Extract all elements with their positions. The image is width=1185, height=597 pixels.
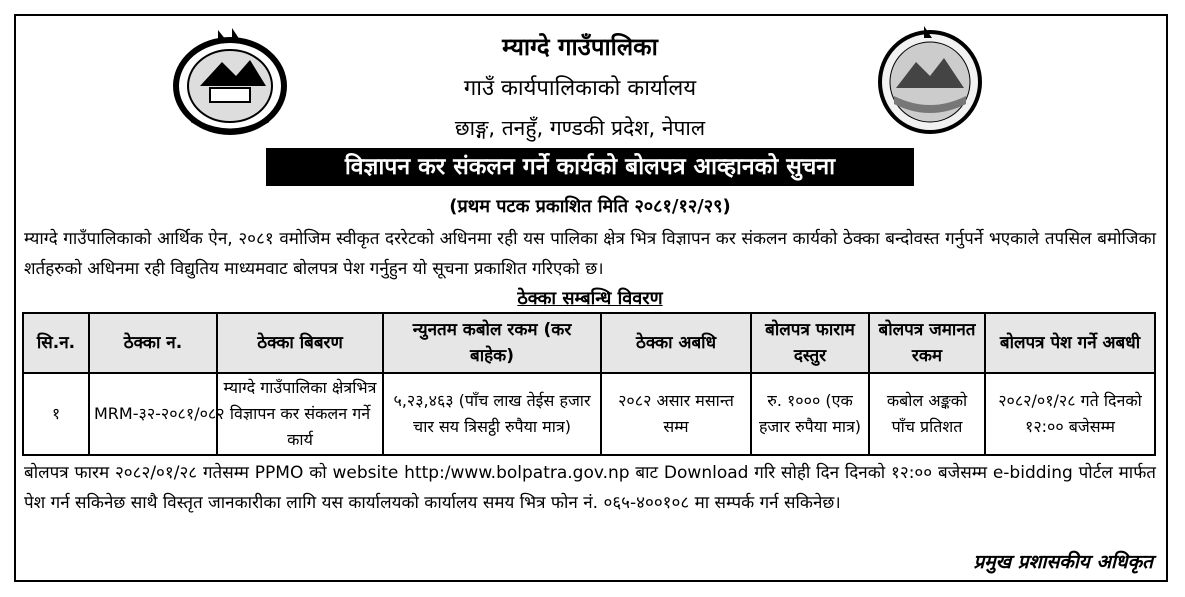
header-bid-bond: बोलपत्र जमानत रकम xyxy=(869,313,985,373)
header-deadline: बोलपत्र पेश गर्ने अबधी xyxy=(985,313,1155,373)
office-address: छाङ्ग, तनहुँ, गण्डकी प्रदेश, नेपाल xyxy=(454,116,706,140)
cell-deadline: २०८२/०१/२८ गते दिनको १२:०० बजेसम्म xyxy=(985,373,1155,455)
header-min-bid: न्युनतम कबोल रकम (कर बाहेक) xyxy=(383,313,601,373)
header-form-fee: बोलपत्र फाराम दस्तुर xyxy=(751,313,869,373)
publication-date: (प्रथम पटक प्रकाशित मिति २०८१/१२/२९) xyxy=(449,196,731,217)
header-sn: सि.न. xyxy=(23,313,89,373)
notice-title: विज्ञापन कर संकलन गर्ने कार्यको बोलपत्र आव्हानको सुचना xyxy=(266,148,914,186)
table-row xyxy=(23,373,1155,455)
header-duration: ठेक्का अबधि xyxy=(601,313,751,373)
cell-form-fee: रु. १००० (एक हजार रुपैया मात्र) xyxy=(751,373,869,455)
cell-bid-bond: कबोल अङ्कको पाँच प्रतिशत xyxy=(869,373,985,455)
cell-sn: १ xyxy=(23,373,89,455)
cell-description: म्याग्दे गाउँपालिका क्षेत्रभित्र विज्ञापन कर संकलन गर्ने कार्य xyxy=(217,373,383,455)
header-description: ठेक्का बिबरण xyxy=(217,313,383,373)
nepal-government-emblem-icon xyxy=(170,24,290,136)
cell-contract-no: MRM-३२-२०८१/०८२ xyxy=(89,373,217,455)
footer-paragraph: बोलपत्र फारम २०८२/०१/२८ गतेसम्म PPMO को website http:/www.bolpatra.gov.np बाट Download गरि सोही दिन दिनको १२:०० बजेसम्म e-bidding पोर्टल मार्फत पेश गर्न सकिनेछ साथै विस्तृत जानकारीका लागि यस कार्यालयको कार्यालय समय भित्र फोन नं. ०६५-४००१०८ मा सम्पर्क गर्न सकिनेछ। xyxy=(24,463,1156,513)
header-contract-no: ठेक्का न. xyxy=(89,313,217,373)
table-header-row xyxy=(23,313,1155,373)
cell-min-bid: ५,२३,४६३ (पाँच लाख तेईस हजार चार सय त्रिसट्ठी रुपैया मात्र) xyxy=(383,373,601,455)
intro-paragraph: म्याग्दे गाउँपालिकाको आर्थिक ऐन, २०८१ वमोजिम स्वीकृत दररेटको अधिनमा रही यस पालिका क्षेत्र भित्र विज्ञापन कर संकलन कार्यको ठेक्का बन्दोवस्त गर्नुपर्ने भएकाले तपसिल बमोजिका शर्तहरुको अधिनमा रही विद्युतिय माध्यमवाट बोलपत्र पेश गर्नुहुन यो सूचना प्रकाशित गरिएको छ। xyxy=(24,229,1156,279)
office-name: गाउँ कार्यपालिकाको कार्यालय xyxy=(463,76,697,101)
municipality-name: म्याग्दे गाउँपालिका xyxy=(502,33,658,61)
cell-duration: २०८२ असार मसान्त सम्म xyxy=(601,373,751,455)
municipality-seal-icon xyxy=(872,22,988,134)
signature: प्रमुख प्रशासकीय अधिकृत xyxy=(973,551,1153,573)
table-title: ठेक्का सम्बन्धि विवरण xyxy=(517,288,663,309)
tender-table xyxy=(22,312,1156,456)
